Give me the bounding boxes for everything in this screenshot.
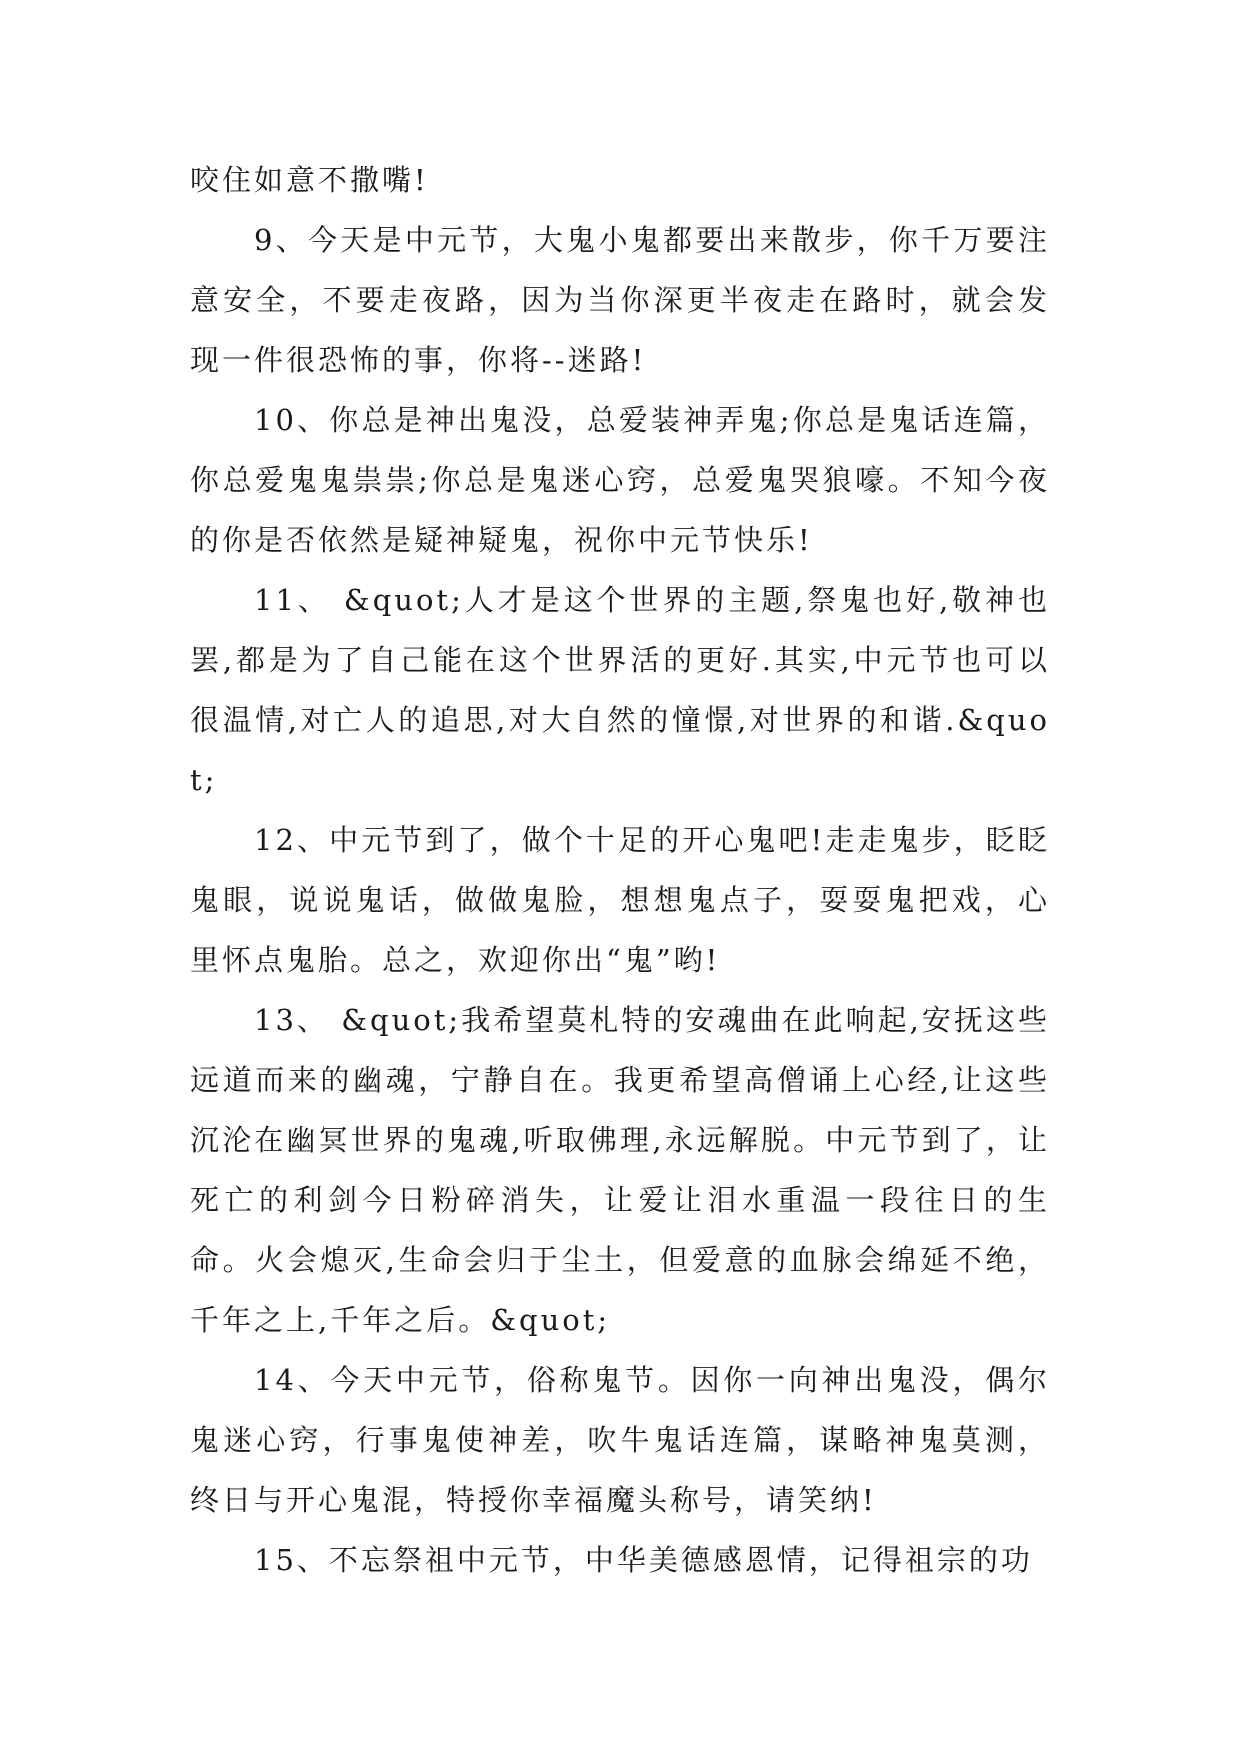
paragraph-item-13: 13、 &quot;我希望莫札特的安魂曲在此响起,安抚这些远道而来的幽魂，宁静自在。我更希望高僧诵上心经,让这些沉沦在幽冥世界的鬼魂,听取佛理,永远解脱。中元节到了，让死亡的利剑今日粉碎消失，让爱让泪水重温一段往日的生命。火会熄灭,生命会归于尘土，但爱意的血脉会绵延不绝，千年之上,千年之后。&quot;: [190, 1003, 1050, 1337]
paragraph-continuation: 咬住如意不撒嘴!: [190, 163, 429, 197]
paragraph-item-9: 9、今天是中元节，大鬼小鬼都要出来散步，你千万要注意安全，不要走夜路，因为当你深更半夜走在路时，就会发现一件很恐怖的事，你将--迷路!: [190, 223, 1050, 377]
paragraph-item-12: 12、中元节到了，做个十足的开心鬼吧!走走鬼步，眨眨鬼眼，说说鬼话，做做鬼脸，想想鬼点子，耍耍鬼把戏，心里怀点鬼胎。总之，欢迎你出“鬼”哟!: [190, 823, 1050, 977]
document-body: [190, 150, 1050, 1590]
paragraph-item-14: 14、今天中元节，俗称鬼节。因你一向神出鬼没，偶尔鬼迷心窍，行事鬼使神差，吹牛鬼话连篇，谋略神鬼莫测，终日与开心鬼混，特授你幸福魔头称号，请笑纳!: [190, 1363, 1050, 1517]
paragraph-item-10: 10、你总是神出鬼没，总爱装神弄鬼;你总是鬼话连篇，你总爱鬼鬼祟祟;你总是鬼迷心窍，总爱鬼哭狼嚎。不知今夜的你是否依然是疑神疑鬼，祝你中元节快乐!: [190, 403, 1050, 557]
paragraph-item-11: 11、 &quot;人才是这个世界的主题,祭鬼也好,敬神也罢,都是为了自己能在这个世界活的更好.其实,中元节也可以很温情,对亡人的追思,对大自然的憧憬,对世界的和谐.&quot;: [190, 583, 1050, 797]
paragraph-item-15: 15、不忘祭祖中元节，中华美德感恩情，记得祖宗的功: [254, 1543, 1033, 1577]
